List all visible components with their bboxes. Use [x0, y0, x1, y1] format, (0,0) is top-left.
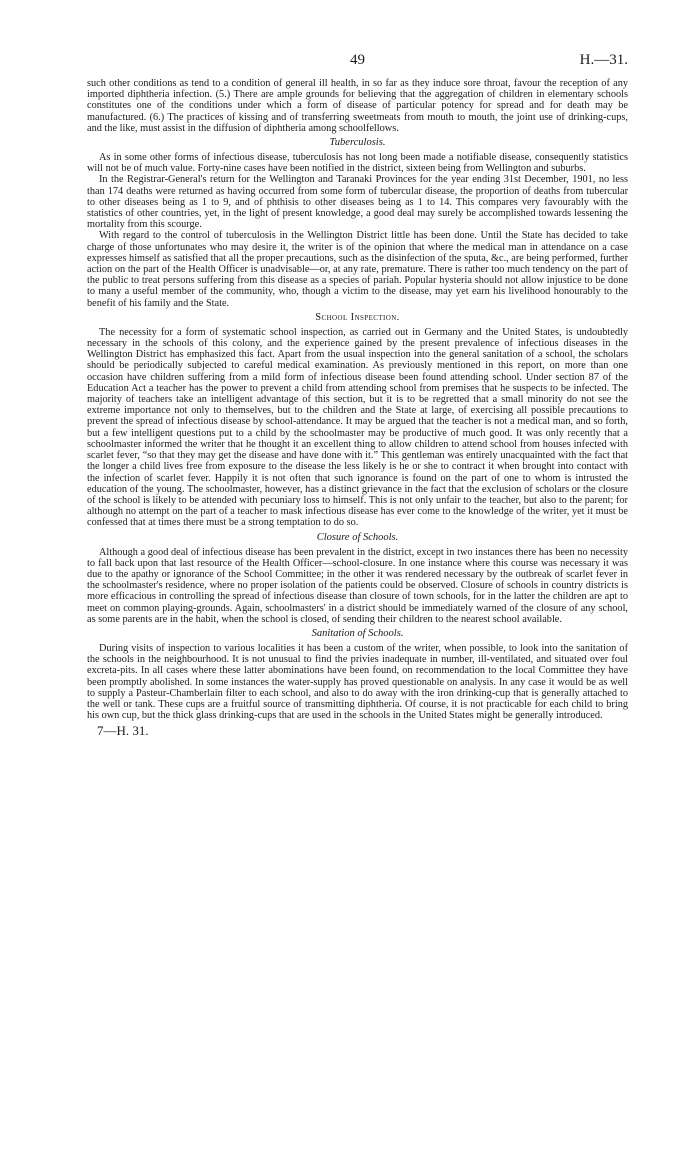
section-diphtheria-continued: [87, 78, 628, 134]
document-reference: H.—31.: [579, 52, 628, 68]
section-closure-of-schools: [87, 532, 628, 625]
page-footer-signature: 7—H. 31.: [97, 723, 149, 739]
page-number: 49: [350, 52, 365, 68]
section-heading-sanitation-of-schools: Sanitation of Schools.: [311, 627, 404, 639]
section-heading-school-inspection: School Inspection.: [315, 311, 400, 323]
section-sanitation-of-schools: [87, 628, 628, 721]
paragraph: During visits of inspection to various localities it has been a custom of the writer, when possible, to look into the sanitation of the schools in the neighbourhood. It is not unusual to find the privies inadequate in number, ill-ventilated, and situated over foul excreta-pits. In all cases where these latter abominations have been found, on recommendation to the local Committee they have been promptly abolished. In some instances the water-supply has proved questionable on analysis. In any case it would be as well to supply a Pasteur-Chamberlain filter to each school, and also to do away with the iron drinking-cup that is generally attached to the well or tank. These cups are a fruitful source of transmitting diphtheria. Of course, it is not practicable for each child to bring his own cup, but the thick glass drinking-cups that are used in the schools in the United States might be generally introduced.: [87, 642, 628, 722]
paragraph: With regard to the control of tuberculosis in the Wellington District little has been done. Until the State has decided to take charge of those unfortunates who may desire it, the writer is of the opinion that where the medical man in attendance on a case expresses himself as satisfied that all the proper precautions, such as the disinfection of the sputa, &c., are being performed, further action on the part of the Health Officer is unadvisable—or, at any rate, premature. There is rather too much tendency on the part of the public to treat persons suffering from this disease as a species of pariah. Popular hysteria should not allow injustice to be done to many a useful member of the community, who, though a victim to the disease, may yet earn his livelihood honourably to the benefit of his family and the State.: [87, 230, 628, 309]
section-heading-tuberculosis: Tuberculosis.: [329, 137, 386, 149]
section-school-inspection: [87, 312, 628, 529]
paragraph: such other conditions as tend to a condition of general ill health, in so far as they induce sore throat, favour the reception of any imported diphtheria infection. (5.) There are ample grounds for believing that the aggregation of children in elementary schools constitutes one of the conditions under which a form of disease of particular potency for spread and for death may be manufactured. (6.) The practices of kissing and of transferring sweetmeats from mouth to mouth, the joint use of drinking-cups, and the like, must assist in the diffusion of diphtheria among schoolfellows.: [87, 78, 628, 134]
paragraph: The necessity for a form of systematic school inspection, as carried out in Germany and the United States, is undoubtedly necessary in the schools of this colony, and the experience gained by the present prevalence of infectious diseases in the Wellington District has emphasized this fact. Apart from the usual inspection into the general sanitation of a school, the scholars should be periodically subjected to careful medical examination. As previously mentioned in this report, on more than one occasion have children suffering from a mild form of infectious disease been found attending school. Under section 87 of the Education Act a teacher has the power to prevent a child from attending school from premises that he suspects to be infected. The majority of teachers take an intelligent advantage of this section, but it is to be regretted that a small minority do not see the extreme importance not only to themselves, but to the children and the State at large, of exercising all possible precautions to prevent the spread of infectious disease by school-attendance. It may be argued that the teacher is not a medical man, and so forth, but a few intelligent questions put to a child by the schoolmaster may be productive of much good. It was only recently that a schoolmaster informed the writer that he thought it an excellent thing to allow children to attend school from houses infected with scarlet fever, “so that they may get the disease and have done with it.” This gentleman was entirely unacquainted with the fact that the longer a child lives free from exposure to the disease the less likely is he or she to contract it when brought into contact with the infection of scarlet fever. Happily it is not often that such ignorance is found on the part of one to whom is intrusted the education of the young. The schoolmaster, however, has a distinct grievance in the fact that the exclusion of scholars or the closure of the school is likely to be attended with pecuniary loss to himself. This is not only unfair to the teacher, but also to the parent; for although no attempt on the part of a teacher to mask infectious disease has ever come to the knowledge of the writer, yet it must be confessed that at times there must be a strong temptation to do so.: [87, 326, 628, 529]
section-tuberculosis: [87, 137, 628, 309]
page-header: [87, 52, 628, 78]
paragraph: Although a good deal of infectious disease has been prevalent in the district, except in two instances there has been no necessity to fall back upon that last resource of the Health Officer—school-closure. In one instance where this course was necessary it was due to the apathy or ignorance of the School Committee; in the other it was rendered necessary by the outbreak of scarlet fever in the schoolmaster's residence, where no proper isolation of the patients could be observed. Closure of schools in country districts is more efficacious in controlling the spread of infectious disease than closure of town schools, for in the latter the children are apt to meet on common playing-grounds. Again, schoolmasters' in a district should be immediately warned of the closure of any school, as some parents are in the habit, when the school is closed, of sending their children to the nearest school available.: [87, 546, 628, 625]
section-heading-closure-of-schools: Closure of Schools.: [316, 531, 399, 543]
paragraph: As in some other forms of infectious disease, tuberculosis has not long been made a notifiable disease, consequently statistics will not be of much value. Forty-nine cases have been notified in the district, sixteen being from Wellington and suburbs.: [87, 152, 628, 175]
paragraph: In the Registrar-General's return for the Wellington and Taranaki Provinces for the year ending 31st December, 1901, no less than 174 deaths were returned as having occurred from some form of tubercular disease, the proportion of deaths from tubercular to other diseases being as 1 to 9, and of phthisis to other diseases being as 1 to 14. This compares very favourably with the statistics of other countries, yet, in the light of present knowledge, a good deal may surely be accomplished towards lessening the mortality from this scourge.: [87, 174, 628, 231]
document-page: [87, 52, 628, 739]
